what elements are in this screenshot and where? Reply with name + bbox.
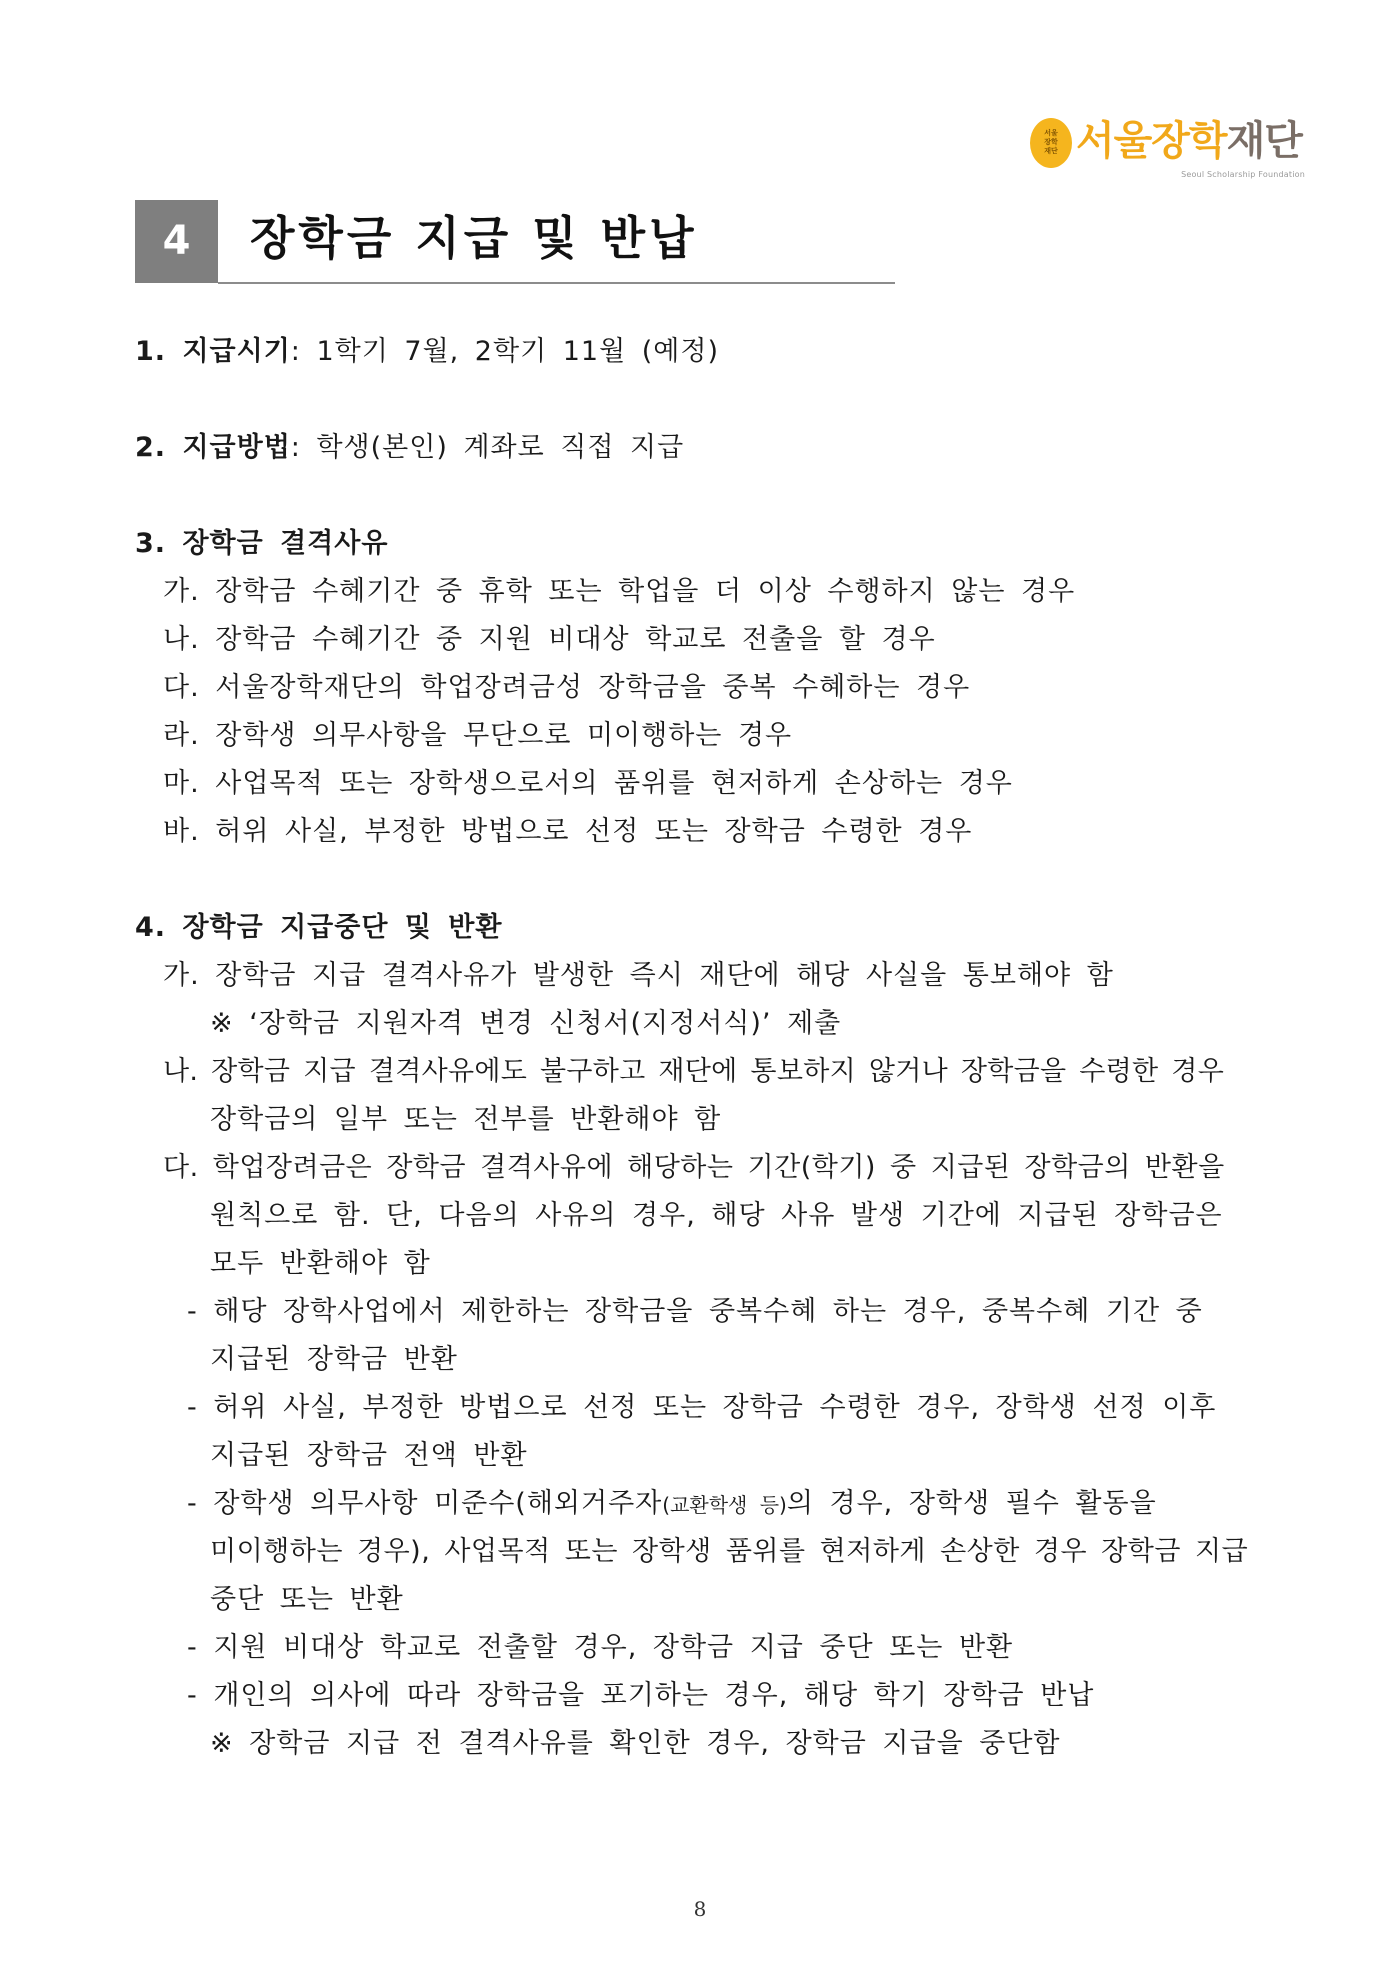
section-title: 장학금 지급 및 반납 xyxy=(250,211,698,265)
suspension-item-c: 다. 학업장려금은 장학금 결격사유에 해당하는 기간(학기) 중 지급된 장학금의 반환을 xyxy=(163,1152,1225,1183)
suspension-item-a: 가. 장학금 지급 결격사유가 발생한 즉시 재단에 해당 사실을 통보해야 함 xyxy=(163,960,1114,991)
page-number: 8 xyxy=(693,1897,707,1921)
refund-case: - 지원 비대상 학교로 전출할 경우, 장학금 지급 중단 또는 반환 xyxy=(187,1632,1014,1663)
logo-subtitle: Seoul Scholarship Foundation xyxy=(1181,170,1305,179)
refund-case-cont: 중단 또는 반환 xyxy=(210,1584,404,1615)
refund-case: - 허위 사실, 부정한 방법으로 선정 또는 장학금 수령한 경우, 장학생 선정 이후 xyxy=(187,1392,1217,1423)
payment-method xyxy=(135,430,684,466)
logo-tail-text: 재단 xyxy=(1226,118,1302,164)
refund-case-cont: 지급된 장학금 전액 반환 xyxy=(210,1440,528,1471)
disqualification-item: 다. 서울장학재단의 학업장려금성 장학금을 중복 수혜하는 경우 xyxy=(163,672,971,703)
refund-case: - 개인의 의사에 따라 장학금을 포기하는 경우, 해당 학기 장학금 반납 xyxy=(187,1680,1095,1711)
section-divider xyxy=(218,282,895,284)
section-number: 4 xyxy=(135,200,218,283)
logo-seal: 서울 장학 재단 xyxy=(1030,118,1072,168)
disqualification-item: 바. 허위 사실, 부정한 방법으로 선정 또는 장학금 수령한 경우 xyxy=(163,816,973,847)
payment-method-label: 2. 지급방법 xyxy=(135,432,291,463)
final-note: ※ 장학금 지급 전 결격사유를 확인한 경우, 장학금 지급을 중단함 xyxy=(210,1728,1061,1759)
suspension-item-a-note: ※ ‘장학금 지원자격 변경 신청서(지정서식)’ 제출 xyxy=(210,1008,842,1039)
suspension-heading: 4. 장학금 지급중단 및 반환 xyxy=(135,912,503,943)
logo-brand-text: 서울장학 xyxy=(1076,118,1227,164)
payment-timing-text: : 1학기 7월, 2학기 11월 (예정) xyxy=(290,336,719,367)
payment-timing xyxy=(135,334,719,370)
refund-case-cont: 지급된 장학금 반환 xyxy=(210,1344,458,1375)
refund-case xyxy=(187,1486,1157,1523)
suspension-item-b: 나. 장학금 지급 결격사유에도 불구하고 재단에 통보하지 않거나 장학금을 수령한 경우 xyxy=(163,1056,1225,1087)
payment-method-text: : 학생(본인) 계좌로 직접 지급 xyxy=(290,432,685,463)
logo-wordmark xyxy=(1076,114,1302,168)
disqualification-heading: 3. 장학금 결격사유 xyxy=(135,528,389,559)
foundation-logo xyxy=(1030,114,1305,186)
suspension-item-b-cont: 장학금의 일부 또는 전부를 반환해야 함 xyxy=(210,1104,722,1135)
payment-timing-label: 1. 지급시기 xyxy=(135,336,291,367)
suspension-item-c-cont: 원칙으로 함. 단, 다음의 사유의 경우, 해당 사유 발생 기간에 지급된 장학금은 xyxy=(210,1200,1223,1231)
section-header xyxy=(135,200,895,286)
suspension-item-c-cont: 모두 반환해야 함 xyxy=(210,1248,431,1279)
disqualification-item: 마. 사업목적 또는 장학생으로서의 품위를 현저하게 손상하는 경우 xyxy=(163,768,1013,799)
refund-case-text: - 장학생 의무사항 미준수(해외거주자 xyxy=(187,1488,663,1519)
refund-case-text-end: 의 경우, 장학생 필수 활동을 xyxy=(786,1488,1157,1519)
disqualification-item: 라. 장학생 의무사항을 무단으로 미이행하는 경우 xyxy=(163,720,793,751)
disqualification-item: 나. 장학금 수혜기간 중 지원 비대상 학교로 전출을 할 경우 xyxy=(163,624,936,655)
refund-case-small-text: (교환학생 등) xyxy=(662,1493,787,1517)
refund-case: - 해당 장학사업에서 제한하는 장학금을 중복수혜 하는 경우, 중복수혜 기간 중 xyxy=(187,1296,1203,1327)
disqualification-item: 가. 장학금 수혜기간 중 휴학 또는 학업을 더 이상 수행하지 않는 경우 xyxy=(163,576,1076,607)
refund-case-cont: 미이행하는 경우), 사업목적 또는 장학생 품위를 현저하게 손상한 경우 장학금 지급 xyxy=(210,1536,1249,1567)
